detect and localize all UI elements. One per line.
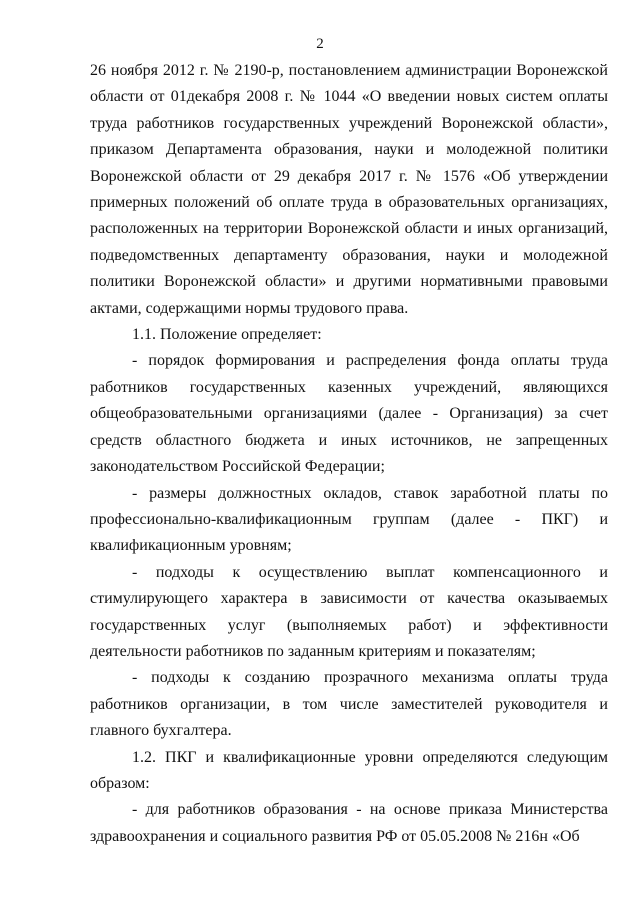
paragraph-list-item-2: - размеры должностных окладов, ставок заработной платы по профессионально-квалификационным группам (далее - ПКГ) и квалификационным уровням;: [90, 484, 608, 555]
paragraph-continuation: 26 ноября 2012 г. № 2190-р, постановлением администрации Воронежской области от 01декабря 2008 г. № 1044 «О введении новых систем оплаты труда работников государственных учреждений Воронежской области», приказом Департамента образования, науки и молодежной политики Воронежской области от 29 декабря 2017 г. № 1576 «Об утверждении примерных положений об оплате труда в образовательных организациях, расположенных на территории Воронежской области и иных организаций, подведомственных департаменту образования, науки и молодежной политики Воронежской области» и другими нормативными правовыми актами, содержащими нормы трудового права.: [90, 62, 608, 317]
page-number: 2: [316, 36, 324, 52]
paragraph-section-1-1: 1.1. Положение определяет:: [132, 326, 322, 344]
document-body: [90, 58, 608, 850]
paragraph-list-item-3: - подходы к осуществлению выплат компенсационного и стимулирующего характера в зависимости от качества оказываемых государственных услуг (выполняемых работ) и эффективности деятельности работников по заданным критериям и показателям;: [90, 563, 608, 660]
paragraph-list-item-4: - подходы к созданию прозрачного механизма оплаты труда работников организации, в том числе заместителей руководителя и главного бухгалтера.: [90, 669, 608, 740]
paragraph-list-item-5: - для работников образования - на основе приказа Министерства здравоохранения и социального развития РФ от 05.05.2008 № 216н «Об: [90, 801, 608, 845]
paragraph-list-item-1: - порядок формирования и распределения фонда оплаты труда работников государственных казенных учреждений, являющихся общеобразовательными организациями (далее - Организация) за счет средств областного бюджета и иных источников, не запрещенных законодательством Российской Федерации;: [90, 352, 608, 476]
paragraph-section-1-2: 1.2. ПКГ и квалификационные уровни определяются следующим образом:: [90, 748, 608, 792]
